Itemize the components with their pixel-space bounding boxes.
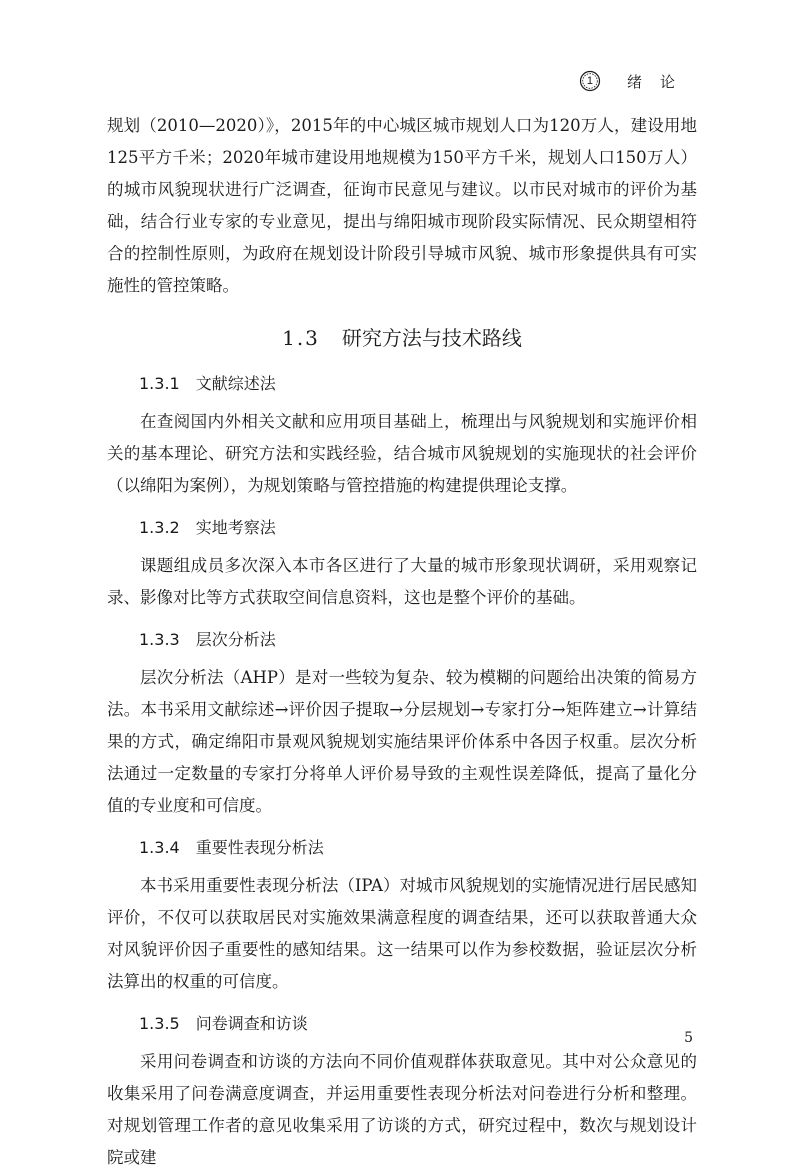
subsection-title: 文献综述法 [195,374,276,393]
subsection-paragraph: 采用问卷调查和访谈的方法向不同价值观群体获取意见。其中对公众意见的收集采用了问卷满意度调查，并运用重要性表现分析法对问卷进行分析和整理。对规划管理工作者的意见收集采用了访谈的方式，研究过程中，数次与规划设计院或建 [107,1052,697,1167]
subsection-paragraph: 层次分析法（AHP）是对一些较为复杂、较为模糊的问题给出决策的简易方法。本书采用文献综述→评价因子提取→分层规划→专家打分→矩阵建立→计算结果的方式，确定绵阳市景观风貌规划实施结果评价体系中各因子权重。层次分析法通过一定数量的专家打分将单人评价易导致的主观性误差降低，提高了量化分值的专业度和可信度。 [107,668,697,815]
subsection-title: 层次分析法 [195,630,276,649]
subsection-title: 重要性表现分析法 [195,838,324,857]
page-number: 5 [684,1030,693,1046]
subsection-number: 1.3.1 [139,374,180,393]
chapter-badge [579,70,601,92]
subsection-paragraph: 本书采用重要性表现分析法（IPA）对城市风貌规划的实施情况进行居民感知评价，不仅可以获取居民对实施效果满意程度的调查结果，还可以获取普通大众对风貌评价因子重要性的感知结果。这一结果可以作为参校数据，验证层次分析法算出的权重的可信度。 [107,876,697,991]
page-content [107,110,697,1174]
subsection-number: 1.3.4 [139,838,180,857]
section-title: 研究方法与技术路线 [341,326,522,350]
subsection-paragraph: 课题组成员多次深入本市各区进行了大量的城市形象现状调研，采用观察记录、影像对比等方式获取空间信息资料，这也是整个评价的基础。 [107,556,697,607]
subsection-heading [139,368,697,400]
running-header [579,70,693,92]
chapter-title: 绪论 [626,72,693,91]
subsection-number: 1.3.2 [139,518,180,537]
subsection-heading [139,512,697,544]
chapter-number: 1 [586,75,594,87]
section-heading [107,322,697,354]
subsection-number: 1.3.5 [139,1014,180,1033]
subsection-paragraph: 在查阅国内外相关文献和应用项目基础上，梳理出与风貌规划和实施评价相关的基本理论、研究方法和实践经验，结合城市风貌规划的实施现状的社会评价（以绵阳为案例），为规划策略与管控措施的构建提供理论支撑。 [107,412,697,495]
subsection-heading [139,832,697,864]
section-number: 1.3 [282,326,320,350]
subsection-title: 问卷调查和访谈 [195,1014,308,1033]
subsection-title: 实地考察法 [195,518,276,537]
subsection-heading [139,624,697,656]
intro-paragraph: 规划（2010—2020）》，2015年的中心城区城市规划人口为120万人，建设用地125平方千米；2020年城市建设用地规模为150平方千米，规划人口150万人）的城市风貌现状进行广泛调查，征询市民意见与建议。以市民对城市的评价为基础，结合行业专家的专业意见，提出与绵阳城市现阶段实际情况、民众期望相符合的控制性原则，为政府在规划设计阶段引导城市风貌、城市形象提供具有可实施性的管控策略。 [107,116,697,295]
subsection-number: 1.3.3 [139,630,180,649]
subsection-heading [139,1008,697,1040]
